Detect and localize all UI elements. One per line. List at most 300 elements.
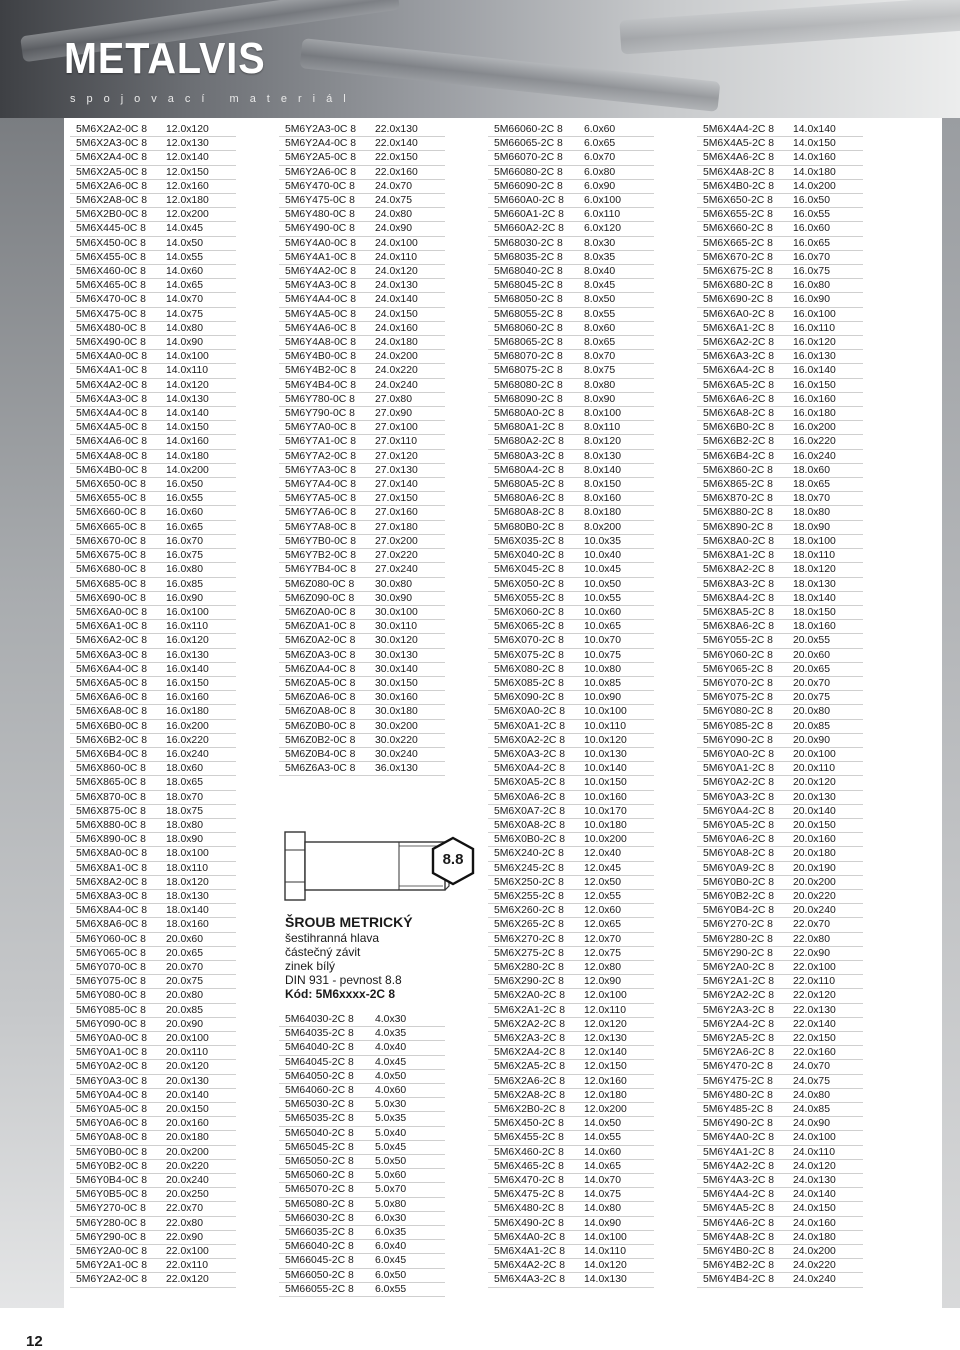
part-size: 18.0x60 xyxy=(787,463,863,477)
table-row xyxy=(279,1197,445,1211)
part-code: 5M6X265-2C 8 xyxy=(488,918,578,932)
part-size: 8.0x80 xyxy=(578,378,654,392)
part-code: 5M66090-2C 8 xyxy=(488,179,578,193)
table-row xyxy=(488,577,654,591)
part-size: 27.0x130 xyxy=(369,463,445,477)
table-row xyxy=(70,392,236,406)
part-code: 5M6X8A5-2C 8 xyxy=(697,605,787,619)
table-row xyxy=(697,1060,863,1074)
table-row xyxy=(70,889,236,903)
part-code: 5M6Y4A5-2C 8 xyxy=(697,1202,787,1216)
part-code: 5M6Y060-2C 8 xyxy=(697,648,787,662)
table-row xyxy=(279,421,445,435)
part-size: 12.0x60 xyxy=(578,904,654,918)
part-code: 5M6Y490-2C 8 xyxy=(697,1117,787,1131)
part-code: 5M6X6B2-0C 8 xyxy=(70,733,160,747)
part-size: 24.0x90 xyxy=(787,1117,863,1131)
table-row xyxy=(488,236,654,250)
part-code: 5M6Y075-0C 8 xyxy=(70,975,160,989)
part-size: 20.0x65 xyxy=(160,946,236,960)
part-size: 20.0x90 xyxy=(787,733,863,747)
part-size: 12.0x40 xyxy=(578,847,654,861)
table-row xyxy=(70,123,236,137)
part-size: 30.0x90 xyxy=(369,591,445,605)
part-code: 5M6X675-2C 8 xyxy=(697,265,787,279)
table-row xyxy=(697,179,863,193)
part-size: 10.0x150 xyxy=(578,776,654,790)
part-size: 20.0x140 xyxy=(787,804,863,818)
part-size: 12.0x150 xyxy=(160,165,236,179)
table-row xyxy=(697,1003,863,1017)
table-row xyxy=(697,804,863,818)
part-size: 10.0x110 xyxy=(578,719,654,733)
part-size: 16.0x60 xyxy=(787,222,863,236)
part-size: 14.0x130 xyxy=(160,392,236,406)
part-size: 22.0x80 xyxy=(160,1216,236,1230)
part-code: 5M6Z0A8-0C 8 xyxy=(279,705,369,719)
part-code: 5M68040-2C 8 xyxy=(488,265,578,279)
part-size: 14.0x100 xyxy=(578,1230,654,1244)
table-row xyxy=(70,747,236,761)
part-code: 5M6X055-2C 8 xyxy=(488,591,578,605)
part-code: 5M6X6A0-2C 8 xyxy=(697,307,787,321)
part-size: 30.0x220 xyxy=(369,733,445,747)
table-row xyxy=(70,1216,236,1230)
part-code: 5M6Y790-0C 8 xyxy=(279,407,369,421)
part-size: 22.0x130 xyxy=(787,1003,863,1017)
part-size: 8.0x140 xyxy=(578,463,654,477)
table-row xyxy=(697,492,863,506)
part-code: 5M6X2A6-2C 8 xyxy=(488,1074,578,1088)
part-code: 5M6Y7A8-0C 8 xyxy=(279,520,369,534)
part-code: 5M6X690-0C 8 xyxy=(70,591,160,605)
table-row xyxy=(70,407,236,421)
part-code: 5M6Y4A4-2C 8 xyxy=(697,1188,787,1202)
part-size: 8.0x110 xyxy=(578,421,654,435)
part-code: 5M6X255-2C 8 xyxy=(488,889,578,903)
part-size: 14.0x60 xyxy=(160,265,236,279)
part-size: 8.0x65 xyxy=(578,336,654,350)
part-code: 5M6X890-0C 8 xyxy=(70,833,160,847)
part-code: 5M65050-2C 8 xyxy=(279,1155,369,1169)
part-size: 14.0x60 xyxy=(578,1145,654,1159)
part-code: 5M68065-2C 8 xyxy=(488,336,578,350)
table-row xyxy=(697,1088,863,1102)
part-code: 5M6Y0A1-0C 8 xyxy=(70,1046,160,1060)
part-code: 5M680B0-2C 8 xyxy=(488,520,578,534)
part-code: 5M6X2A3-2C 8 xyxy=(488,1032,578,1046)
part-code: 5M6Z0B0-0C 8 xyxy=(279,719,369,733)
part-size: 20.0x80 xyxy=(787,705,863,719)
part-size: 30.0x160 xyxy=(369,691,445,705)
table-row xyxy=(70,833,236,847)
table-row xyxy=(70,534,236,548)
part-code: 5M6X2B0-2C 8 xyxy=(488,1103,578,1117)
part-size: 8.0x90 xyxy=(578,392,654,406)
table-row xyxy=(488,676,654,690)
part-size: 16.0x130 xyxy=(160,648,236,662)
part-code: 5M6Y7A4-0C 8 xyxy=(279,478,369,492)
part-code: 5M6X8A3-2C 8 xyxy=(697,577,787,591)
table-row xyxy=(697,378,863,392)
table-row xyxy=(70,776,236,790)
table-row xyxy=(279,662,445,676)
part-size: 8.0x30 xyxy=(578,236,654,250)
part-size: 24.0x110 xyxy=(787,1145,863,1159)
part-size: 24.0x130 xyxy=(787,1174,863,1188)
part-size: 20.0x85 xyxy=(160,1003,236,1017)
table-row xyxy=(488,875,654,889)
part-size: 20.0x100 xyxy=(160,1032,236,1046)
part-code: 5M6X865-2C 8 xyxy=(697,478,787,492)
table-row xyxy=(70,918,236,932)
part-code: 5M6X8A1-0C 8 xyxy=(70,861,160,875)
part-code: 5M6X455-0C 8 xyxy=(70,250,160,264)
table-row xyxy=(488,194,654,208)
part-code: 5M6X0A7-2C 8 xyxy=(488,804,578,818)
part-size: 14.0x110 xyxy=(578,1245,654,1259)
table-row xyxy=(697,265,863,279)
part-size: 20.0x140 xyxy=(160,1088,236,1102)
part-code: 5M6Y490-0C 8 xyxy=(279,222,369,236)
table-row xyxy=(488,1117,654,1131)
part-code: 5M6Y475-2C 8 xyxy=(697,1074,787,1088)
part-size: 18.0x90 xyxy=(160,833,236,847)
part-size: 8.0x50 xyxy=(578,293,654,307)
table-row xyxy=(70,1017,236,1031)
table-row xyxy=(70,463,236,477)
table-row xyxy=(70,506,236,520)
table-row xyxy=(697,293,863,307)
part-code: 5M6Y0B4-2C 8 xyxy=(697,904,787,918)
table-row xyxy=(70,1259,236,1273)
table-row xyxy=(279,1140,445,1154)
table-row xyxy=(279,194,445,208)
part-code: 5M6X475-2C 8 xyxy=(488,1188,578,1202)
part-size: 24.0x240 xyxy=(369,378,445,392)
parts-column-2b xyxy=(279,1013,472,1297)
table-row xyxy=(279,250,445,264)
part-code: 5M6Y0A6-2C 8 xyxy=(697,833,787,847)
table-row xyxy=(488,634,654,648)
part-code: 5M6Y055-2C 8 xyxy=(697,634,787,648)
table-row xyxy=(70,577,236,591)
table-row xyxy=(279,449,445,463)
part-size: 16.0x200 xyxy=(160,719,236,733)
part-size: 24.0x200 xyxy=(787,1245,863,1259)
part-code: 5M6X260-2C 8 xyxy=(488,904,578,918)
part-code: 5M6Y4B0-2C 8 xyxy=(697,1245,787,1259)
table-row xyxy=(279,1041,445,1055)
product-line: DIN 931 - pevnost 8.8 xyxy=(285,973,402,987)
table-row xyxy=(279,407,445,421)
table-row xyxy=(279,435,445,449)
part-size: 30.0x200 xyxy=(369,719,445,733)
part-size: 12.0x180 xyxy=(160,194,236,208)
part-size: 30.0x120 xyxy=(369,634,445,648)
part-code: 5M66070-2C 8 xyxy=(488,151,578,165)
part-code: 5M6X460-0C 8 xyxy=(70,265,160,279)
table-row xyxy=(279,307,445,321)
part-size: 6.0x45 xyxy=(369,1254,445,1268)
part-code: 5M6Y4A1-0C 8 xyxy=(279,250,369,264)
table-row xyxy=(70,1103,236,1117)
part-size: 16.0x140 xyxy=(787,364,863,378)
part-code: 5M6X650-2C 8 xyxy=(697,194,787,208)
part-size: 24.0x75 xyxy=(369,194,445,208)
table-row xyxy=(488,123,654,137)
table-row xyxy=(70,151,236,165)
part-code: 5M65080-2C 8 xyxy=(279,1197,369,1211)
part-code: 5M6X6A5-2C 8 xyxy=(697,378,787,392)
part-code: 5M6Y0A2-0C 8 xyxy=(70,1060,160,1074)
part-code: 5M6X6A1-0C 8 xyxy=(70,620,160,634)
part-size: 12.0x75 xyxy=(578,946,654,960)
part-code: 5M6X0A2-2C 8 xyxy=(488,733,578,747)
table-row xyxy=(697,364,863,378)
part-code: 5M6X870-0C 8 xyxy=(70,790,160,804)
part-size: 12.0x70 xyxy=(578,932,654,946)
part-size: 16.0x110 xyxy=(787,321,863,335)
table-row xyxy=(697,1117,863,1131)
table-row xyxy=(70,1174,236,1188)
table-row xyxy=(488,421,654,435)
part-code: 5M6X2A8-0C 8 xyxy=(70,194,160,208)
part-size: 4.0x45 xyxy=(369,1055,445,1069)
part-code: 5M6Z080-0C 8 xyxy=(279,577,369,591)
part-size: 8.0x45 xyxy=(578,279,654,293)
part-code: 5M6X8A6-2C 8 xyxy=(697,620,787,634)
part-code: 5M6Y0B0-0C 8 xyxy=(70,1145,160,1159)
part-code: 5M660A0-2C 8 xyxy=(488,194,578,208)
part-code: 5M68055-2C 8 xyxy=(488,307,578,321)
table-row xyxy=(488,179,654,193)
part-code: 5M6Y2A4-0C 8 xyxy=(279,137,369,151)
part-code: 5M680A6-2C 8 xyxy=(488,492,578,506)
part-size: 10.0x60 xyxy=(578,605,654,619)
part-size: 10.0x55 xyxy=(578,591,654,605)
table-row xyxy=(70,1230,236,1244)
table-row xyxy=(70,591,236,605)
part-code: 5M6X6B0-0C 8 xyxy=(70,719,160,733)
table-row xyxy=(279,534,445,548)
part-size: 24.0x240 xyxy=(787,1273,863,1287)
part-size: 14.0x55 xyxy=(160,250,236,264)
part-code: 5M6X2A6-0C 8 xyxy=(70,179,160,193)
table-row xyxy=(279,179,445,193)
part-code: 5M6Y085-2C 8 xyxy=(697,719,787,733)
part-code: 5M64040-2C 8 xyxy=(279,1041,369,1055)
part-code: 5M6X860-2C 8 xyxy=(697,463,787,477)
part-size: 22.0x140 xyxy=(787,1017,863,1031)
table-row xyxy=(70,265,236,279)
part-size: 8.0x35 xyxy=(578,250,654,264)
part-code: 5M6X480-0C 8 xyxy=(70,321,160,335)
part-size: 18.0x150 xyxy=(787,605,863,619)
table-row xyxy=(488,790,654,804)
table-row xyxy=(697,435,863,449)
table-row xyxy=(697,790,863,804)
table-row xyxy=(70,804,236,818)
table-row xyxy=(488,208,654,222)
table-row xyxy=(488,975,654,989)
table-row xyxy=(697,321,863,335)
part-code: 5M6X8A2-2C 8 xyxy=(697,563,787,577)
table-row xyxy=(70,1003,236,1017)
part-code: 5M6Y075-2C 8 xyxy=(697,691,787,705)
part-code: 5M68070-2C 8 xyxy=(488,350,578,364)
part-code: 5M6Y480-2C 8 xyxy=(697,1088,787,1102)
table-row xyxy=(279,1098,445,1112)
table-row xyxy=(488,549,654,563)
part-size: 20.0x200 xyxy=(160,1145,236,1159)
table-row xyxy=(70,1046,236,1060)
part-code: 5M6X4A0-2C 8 xyxy=(488,1230,578,1244)
table-row xyxy=(697,960,863,974)
table-row xyxy=(279,1055,445,1069)
part-code: 5M6X6A8-0C 8 xyxy=(70,705,160,719)
part-code: 5M680A8-2C 8 xyxy=(488,506,578,520)
part-code: 5M6Z0A2-0C 8 xyxy=(279,634,369,648)
part-size: 14.0x200 xyxy=(787,179,863,193)
part-code: 5M6X4A1-2C 8 xyxy=(488,1245,578,1259)
part-size: 14.0x70 xyxy=(160,293,236,307)
table-row xyxy=(70,208,236,222)
part-code: 5M64030-2C 8 xyxy=(279,1013,369,1027)
part-code: 5M6Y7B0-0C 8 xyxy=(279,534,369,548)
table-row xyxy=(697,222,863,236)
table-row xyxy=(279,492,445,506)
part-size: 30.0x180 xyxy=(369,705,445,719)
part-code: 5M6Y7A5-0C 8 xyxy=(279,492,369,506)
part-size: 12.0x120 xyxy=(160,123,236,137)
table-row xyxy=(697,549,863,563)
part-code: 5M6X8A1-2C 8 xyxy=(697,549,787,563)
part-size: 27.0x240 xyxy=(369,563,445,577)
part-code: 5M6X2A3-0C 8 xyxy=(70,137,160,151)
table-row xyxy=(70,563,236,577)
part-size: 14.0x160 xyxy=(160,435,236,449)
table-row xyxy=(70,790,236,804)
part-size: 12.0x130 xyxy=(578,1032,654,1046)
table-row xyxy=(697,1174,863,1188)
part-size: 16.0x120 xyxy=(787,336,863,350)
part-size: 20.0x240 xyxy=(160,1174,236,1188)
part-size: 27.0x100 xyxy=(369,421,445,435)
part-code: 5M6X890-2C 8 xyxy=(697,520,787,534)
part-code: 5M6Y4A0-0C 8 xyxy=(279,236,369,250)
part-size: 20.0x130 xyxy=(787,790,863,804)
part-size: 18.0x60 xyxy=(160,762,236,776)
part-size: 24.0x160 xyxy=(369,321,445,335)
part-code: 5M6Y0A3-0C 8 xyxy=(70,1074,160,1088)
table-row xyxy=(279,1226,445,1240)
part-size: 6.0x35 xyxy=(369,1226,445,1240)
product-code: Kód: 5M6xxxx-2C 8 xyxy=(285,987,396,1001)
part-size: 12.0x200 xyxy=(578,1103,654,1117)
part-size: 6.0x90 xyxy=(578,179,654,193)
table-row xyxy=(279,1282,445,1296)
part-size: 20.0x240 xyxy=(787,904,863,918)
table-row xyxy=(70,1032,236,1046)
part-code: 5M6X665-2C 8 xyxy=(697,236,787,250)
parts-table xyxy=(279,1013,445,1297)
part-code: 5M6X045-2C 8 xyxy=(488,563,578,577)
part-size: 18.0x65 xyxy=(160,776,236,790)
part-size: 16.0x110 xyxy=(160,620,236,634)
table-row xyxy=(697,889,863,903)
table-row xyxy=(279,563,445,577)
table-row xyxy=(697,705,863,719)
table-row xyxy=(697,165,863,179)
part-size: 20.0x80 xyxy=(160,989,236,1003)
table-row xyxy=(279,236,445,250)
part-code: 5M6X085-2C 8 xyxy=(488,676,578,690)
part-size: 12.0x160 xyxy=(578,1074,654,1088)
part-code: 5M6Z0A3-0C 8 xyxy=(279,648,369,662)
part-code: 5M6Y7B2-0C 8 xyxy=(279,549,369,563)
part-size: 24.0x130 xyxy=(369,279,445,293)
table-row xyxy=(70,648,236,662)
part-size: 30.0x150 xyxy=(369,676,445,690)
part-code: 5M6Y070-0C 8 xyxy=(70,960,160,974)
table-row xyxy=(697,833,863,847)
table-row xyxy=(279,137,445,151)
part-code: 5M6X280-2C 8 xyxy=(488,960,578,974)
part-code: 5M6Z0A4-0C 8 xyxy=(279,662,369,676)
part-code: 5M65040-2C 8 xyxy=(279,1126,369,1140)
table-row xyxy=(70,293,236,307)
part-code: 5M6Y4A8-2C 8 xyxy=(697,1230,787,1244)
part-size: 20.0x130 xyxy=(160,1074,236,1088)
part-size: 20.0x60 xyxy=(160,932,236,946)
part-code: 5M6Z0A6-0C 8 xyxy=(279,691,369,705)
table-row xyxy=(697,691,863,705)
part-code: 5M6X4A2-2C 8 xyxy=(488,1259,578,1273)
part-code: 5M6X4A5-0C 8 xyxy=(70,421,160,435)
part-code: 5M64035-2C 8 xyxy=(279,1027,369,1041)
part-size: 20.0x120 xyxy=(787,776,863,790)
part-code: 5M6Y4A2-2C 8 xyxy=(697,1159,787,1173)
part-code: 5M6Y2A6-2C 8 xyxy=(697,1046,787,1060)
part-size: 20.0x75 xyxy=(160,975,236,989)
part-size: 20.0x160 xyxy=(160,1117,236,1131)
part-size: 6.0x60 xyxy=(578,123,654,137)
table-row xyxy=(70,378,236,392)
part-code: 5M6Y2A4-2C 8 xyxy=(697,1017,787,1031)
part-size: 6.0x30 xyxy=(369,1211,445,1225)
table-row xyxy=(488,151,654,165)
part-size: 6.0x50 xyxy=(369,1268,445,1282)
part-size: 6.0x65 xyxy=(578,137,654,151)
part-size: 14.0x70 xyxy=(578,1174,654,1188)
part-code: 5M6X4A1-0C 8 xyxy=(70,364,160,378)
table-row xyxy=(488,378,654,392)
part-size: 18.0x120 xyxy=(787,563,863,577)
part-size: 20.0x180 xyxy=(787,847,863,861)
table-row xyxy=(697,847,863,861)
part-size: 16.0x150 xyxy=(160,676,236,690)
part-code: 5M6Y0B4-0C 8 xyxy=(70,1174,160,1188)
part-code: 5M6Y0A8-2C 8 xyxy=(697,847,787,861)
part-code: 5M6X860-0C 8 xyxy=(70,762,160,776)
part-size: 24.0x150 xyxy=(369,307,445,321)
part-code: 5M6Z0B4-0C 8 xyxy=(279,747,369,761)
part-size: 16.0x80 xyxy=(787,279,863,293)
part-size: 20.0x75 xyxy=(787,691,863,705)
table-row xyxy=(279,478,445,492)
table-row xyxy=(488,1259,654,1273)
